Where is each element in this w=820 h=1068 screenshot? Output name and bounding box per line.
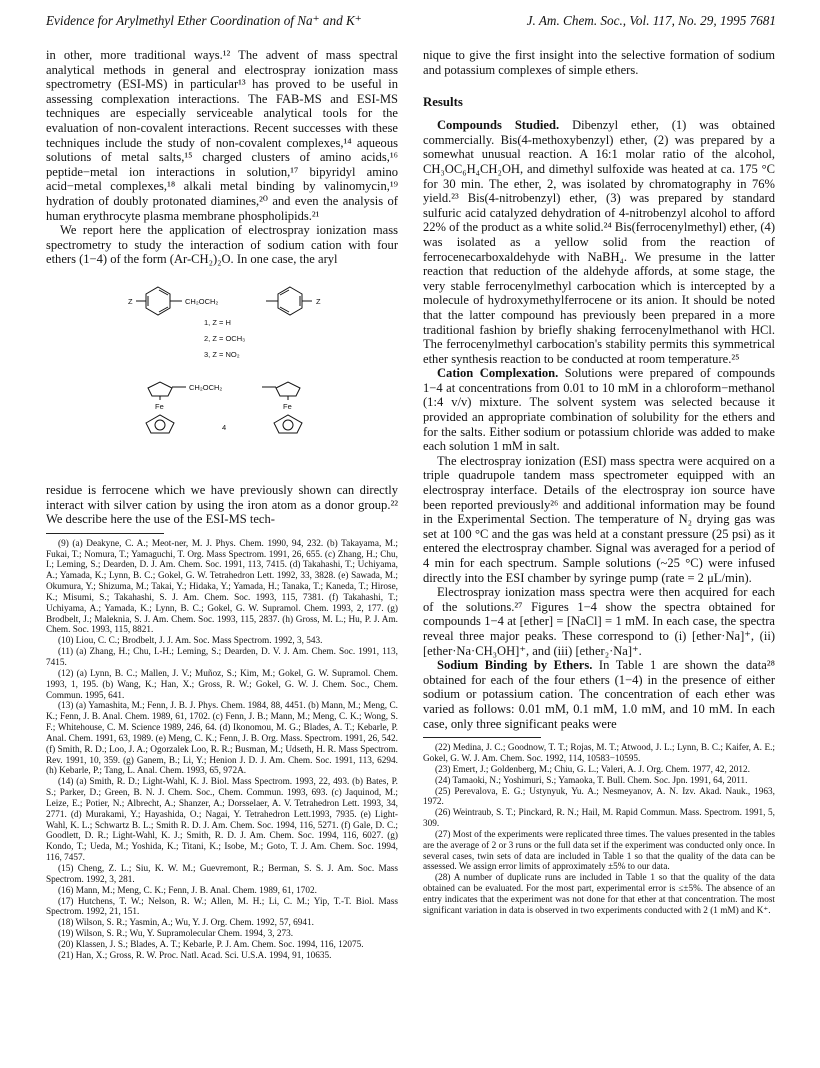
- cp-ring-top-right: [276, 382, 300, 396]
- reference-21: (21) Han, X.; Gross, R. W. Proc. Natl. Acad. Sci. U.S.A. 1994, 91, 10635.: [58, 950, 332, 961]
- reference-25: (25) Perevalova, E. G.; Ustynyuk, Yu. A.; Nesmeyanov, A. N. Izv. Akad. Nauk., 1963, 1972.: [423, 786, 775, 808]
- ferrocene-paragraph: residue is ferrocene which we have previously shown can directly interact with silver cation by using the iron atom as a donor group.²² We describe here the use of the ESI-MS tech-: [46, 482, 398, 527]
- esi-paragraph: The electrospray ionization (ESI) mass spectra were acquired on a triple quadrupole tandem mass spectrometer equipped with an electrospray interface. Details of the electrospray ion source have been reported previously²⁶ and additional information may be found in the Experimental Section. The temperature of N₂ drying gas was set at 100 °C and the gas was held at a constant pressure (25 psi) as it entered the electrospray chamber. Signal was averaged for a period of 4 min for each spectrum. Sample solutions (~25 °C) were infused directly into the ESI chamber by syringe pump (rate = 2 μL/min).: [423, 453, 775, 585]
- binding-runin-heading: Sodium Binding by Ethers.: [437, 658, 593, 673]
- compound-1-caption: 1, Z = H: [204, 317, 231, 327]
- running-header-title: Evidence for Arylmethyl Ether Coordination of Na⁺ and K⁺: [46, 13, 362, 28]
- right-column: [423, 48, 775, 917]
- reference-12: (12) (a) Lynn, B. C.; Mallen, J. V.; Muñoz, S.; Kim, M.; Gokel, G. W. Supramol. Chem. 1993, 1, 195. (b) Wang, K.; Han, X.; Gross, R. W.; Gokel, G. W. J. Chem. Soc., Chem. Commun. 1995, 641.: [46, 668, 398, 701]
- reference-15: (15) Cheng, Z. L.; Siu, K. W. M.; Guevremont, R.; Berman, S. S. J. Am. Soc. Mass Spectrom. 1992, 3, 281.: [46, 864, 398, 885]
- spectra-paragraph: Electrospray ionization mass spectra were then acquired for each of the solutions.²⁷ Figures 1−4 show the spectra obtained for compounds 1−4 at [ether] = [NaCl] = 1 mM. In each case, the spectra reveal three major peaks. These correspond to (i) [ether·Na]⁺, (ii) [ether·Na·CH₃OH]⁺, and (iii) [ether₂·Na]⁺.: [423, 585, 775, 658]
- reference-19: (19) Wilson, S. R.; Wu, Y. Supramolecular Chem. 1994, 3, 273.: [58, 929, 294, 940]
- compounds-runin-heading: Compounds Studied.: [437, 118, 560, 133]
- structures-svg: [46, 275, 398, 475]
- reference-27: (27) Most of the experiments were replicated three times. The values presented in the tables are the average of 2 or 3 runs or the full data set if the experiment was conducted only once. In several cases, twin sets of data are included in Table 1 so that the quality of the data can be assessed. We assign error limits of approximately ±5% to our data.: [423, 829, 775, 873]
- reference-26: (26) Weintraub, S. T.; Pinckard, R. N.; Hail, M. Rapid Commun. Mass. Spectrom. 1991, 5, 309.: [423, 808, 775, 830]
- reference-24: (24) Tamaoki, N.; Yoshimuri, S.; Yamaoka, T. Bull. Chem. Soc. Jpn. 1991, 64, 2011.: [435, 775, 748, 786]
- reference-16: (16) Mann, M.; Meng, C. K.; Fenn, J. B. Anal. Chem. 1989, 61, 1702.: [58, 885, 317, 896]
- reference-18: (18) Wilson, S. R.; Yasmin, A.; Wu, Y. J. Org. Chem. 1992, 57, 6941.: [58, 918, 314, 929]
- left-column: [46, 48, 398, 962]
- compounds-paragraph: [423, 118, 775, 366]
- fe-label-left: Fe: [155, 401, 164, 411]
- z-label-right: Z: [316, 296, 321, 306]
- footnote-rule-left: [46, 533, 164, 534]
- continued-paragraph: nique to give the first insight into the selective formation of sodium and potassium complexes of simple ethers.: [423, 48, 775, 77]
- footnotes-right: [423, 743, 775, 917]
- running-header-journal: J. Am. Chem. Soc., Vol. 117, No. 29, 1995 7681: [526, 13, 776, 28]
- cation-text: Solutions were prepared of compounds 1−4 at concentrations from 0.01 to 10 mM in a chloroform−methanol (1:4 v/v) mixture. The solvent system was selected because it provided an appropriate combination of solubility for the ethers and for the salts. Either sodium or potassium chloride was added to make each solution 1 mM in salt.: [423, 366, 775, 454]
- reference-28: (28) A number of duplicate runs are included in Table 1 so that the quality of the data obtained can be evaluated. For the most part, experimental error is ≤±5%. The absence of an entry indicates that the experiment was not done for that ether at that concentration. The most significant variation in data is observed in two experiments conducted with 2 (1 mM) and K⁺.: [423, 873, 775, 916]
- results-heading: Results: [423, 95, 463, 110]
- fe-label-right: Fe: [283, 401, 292, 411]
- intro-paragraph: in other, more traditional ways.¹² The advent of mass spectral analytical methods in general and electrospray ionization mass spectrometry (ESI-MS) in particular¹³ has proved to be useful in assessing complexation interactions. The FAB-MS and ESI-MS techniques are especially serviceable analytical tools for the evaluation of non-covalent interactions. Recent successes with these techniques include the study of non-covalent complexes,¹⁴ aqueous solutions of metal salts,¹⁵ charged clusters of amino acids,¹⁶ peptide−metal ion interactions in solution,¹⁷ bipyridyl amino acid−metal complexes,¹⁸ alkali metal binding by valinomycin,¹⁹ hydration of doubly protonated diamines,²⁰ and even the analysis of human erythrocyte plasma membrane phospholipids.²¹: [46, 48, 398, 223]
- footnote-rule-right: [423, 737, 541, 738]
- binding-text: In Table 1 are shown the data²⁸ obtained for each of the four ethers (1−4) in the presence of either sodium or potassium cation. The concentration of each ether was varied as follows: 0.01 mM, 0.1 mM, 1.0 mM, and 10 mM. In each case, only three significant peaks were: [423, 658, 775, 731]
- cation-paragraph: [423, 366, 775, 454]
- z-label-left: Z: [128, 296, 133, 306]
- compound-2-caption: 2, Z = OCH₃: [204, 333, 246, 343]
- cation-runin-heading: Cation Complexation.: [437, 366, 559, 381]
- reference-17: (17) Hutchens, T. W.; Nelson, R. W.; Allen, M. H.; Li, C. M.; Yip, T.-T. Biol. Mass Spectrom. 1992, 21, 151.: [46, 896, 398, 918]
- cp-ring-top-left: [148, 382, 172, 396]
- report-paragraph: We report here the application of electrospray ionization mass spectrometry to study the interaction of sodium cation with four ethers (1−4) of the form (Ar-CH₂)₂O. In one case, the aryl: [46, 223, 398, 267]
- reference-20: (20) Klassen, J. S.; Blades, A. T.; Kebarle, P. J. Am. Chem. Soc. 1994, 116, 12075.: [58, 939, 364, 950]
- reference-10: (10) Liou, C. C.; Brodbelt, J. J. Am. Soc. Mass Spectrom. 1992, 3, 543.: [58, 636, 323, 647]
- reference-23: (23) Emert, J.; Goldenberg, M.; Chiu, G. L.; Valeri, A. J. Org. Chem. 1977, 42, 2012.: [435, 764, 750, 775]
- benzene-ring-right: [278, 287, 302, 315]
- linker-label: CH₂OCH₂: [185, 296, 219, 306]
- reference-14: (14) (a) Smith, R. D.; Light-Wahl, K. J. Biol. Mass Spectrom. 1993, 22, 493. (b) Bates, P. S.; Parker, D.; Green, B. N. J. Chem. Soc., Chem. Commun. 1993, 693. (c) Jaquinod, M.; Leize, E.; Potier, N.; Albrecht, A.; Shanzer, A.; Dorsselaer, A. V. Tetrahedron Lett. 1993, 34, 2771. (d) Murakami, Y.; Hayashida, O.; Nagai, Y. Tetrahedron Lett.1993, 7935. (e) Light-Wahl, K. L.; Schwartz B. L.; Smith R. D. J. Am. Chem. Soc. 1994, 116, 5271. (f) Gale, D. C.; Goodlett, D. R.; Light-Wahl, K. J.; Smith, R. D. J. Am. Chem. Soc. 1994, 116, 6027. (g) Kondo, T.; Ueda, M.; Yoshida, K.; Titani, K.; Isobe, M.; Goto, T. J. Am. Chem. Soc. 1994, 116, 7457.: [46, 777, 398, 864]
- reference-11: (11) (a) Zhang, H.; Chu, I.-H.; Leming, S.; Dearden, D. V. J. Am. Chem. Soc. 1991, 113, 7415.: [46, 647, 398, 668]
- benzene-ring-left: [146, 287, 170, 315]
- compounds-text: Dibenzyl ether, (1) was obtained commercially. Bis(4-methoxybenzyl) ether, (2) was prepared by a somewhat unusual reaction. A 16:1 molar ratio of the alcohol, CH₃OC₆H₄CH₂OH, and dimethyl sulfoxide was heated at ca. 175 °C for 30 min. The ether, 2, was isolated by chromatography in 76% yield.²³ Bis(4-nitrobenzyl) ether, (3) was prepared by standard sulfuric acid catalyzed dehydration of 4-nitrobenzyl alcohol to afford 22% of the product as a white solid.²⁴ Bis(ferrocenylmethyl) ether, (4) was isolated as a yellow solid from the reaction of ferrocenecarboxaldehyde with NaBH₄. We presume in the latter reaction that reduction of the aldehyde affords, at some stage, the very stable ferrocenylmethyl carbocation which is intercepted by a molecule of hydroxymethylferrocene or its anion. It should be noted that the latter compound has previously been prepared in a more traditional fashion by briefly shaking ferrocenylmethanol with HCl. The ferrocenylmethyl carbocation's stability permits this symmetrical ether synthesis reaction to be conducted at room temperature.²⁵: [423, 118, 775, 366]
- chemical-structures-figure: [46, 275, 398, 475]
- compound-4-caption: 4: [222, 422, 227, 432]
- compound-3-caption: 3, Z = NO₂: [204, 349, 240, 359]
- linker-label-4: CH₂OCH₂: [189, 382, 223, 392]
- binding-paragraph: [423, 658, 775, 731]
- reference-13: (13) (a) Yamashita, M.; Fenn, J. B. J. Phys. Chem. 1984, 88, 4451. (b) Mann, M.; Meng, C. K.; Fenn, J. B. Anal. Chem. 1989, 61, 1702. (c) Fenn, J. B.; Mann, M.; Meng, C. K.; Wong, S. F.; Whitehouse, C. M. Science 1989, 246, 64. (d) Ikonomou, M. G.; Blades, A. T.; Kebarle, P. Anal. Chem. 1991, 63, 1989. (e) Meng, C. K.; Fenn, J. B. Org. Mass. Spectrom. 1991, 26, 542. (f) Smith, R. D.; Loo, J. A.; Ogorzalek Loo, R. R.; Busman, M.; Udseth, H. R. Mass Spectrom. Rev. 1991, 10, 359. (g) Ganem, B.; Li, Y.; Henion J. D. J. Am. Chem. Soc. 1991, 113, 6294. (h) Kebarle, P.; Tang, L. Anal. Chem. 1993, 65, 972A.: [46, 701, 398, 777]
- reference-9: (9) (a) Deakyne, C. A.; Meot-ner, M. J. Phys. Chem. 1990, 94, 232. (b) Takayama, M.; Fukai, T.; Nomura, T.; Yamaguchi, T. Org. Mass Spectrom. 1991, 26, 655. (c) Zhang, H.; Chu, I.; Leming, S.; Dearden, D. J. Am. Chem. Soc. 1991, 113, 7415. (d) Takahashi, T.; Uchiyama, A.; Yamada, K.; Lynn, B. C.; Gokel, G. W. Tetrahedron Lett. 1992, 33, 3828. (e) Sawada, M.; Okumura, Y.; Shizuma, M.; Takai, Y.; Hidaka, Y.; Yamada, H.; Tanaka, T.; Kaneda, T.; Hirose, K.; Misumi, S.; Takahashi, S. J. Am. Chem. Soc. 1993, 115, 7381. (f) Takahashi, T.; Uchiyama, A.; Yamada, K.; Lynn, B. C.; Gokel, G. W. Supramol. Chem. 1993, 2, 177. (g) Brodbelt, J.; Maleknia, S. J. Am. Chem. Soc. 1993, 115, 2837. (h) Gross, M. L.; Hu, P. J. Am. Chem. Soc. 1993, 115, 8821.: [46, 538, 398, 636]
- reference-22: (22) Medina, J. C.; Goodnow, T. T.; Rojas, M. T.; Atwood, J. L.; Lynn, B. C.; Kaifer, A. E.; Gokel, G. W. J. Am. Chem. Soc. 1992, 114, 10583−10595.: [423, 743, 775, 764]
- footnotes-left: [46, 539, 398, 962]
